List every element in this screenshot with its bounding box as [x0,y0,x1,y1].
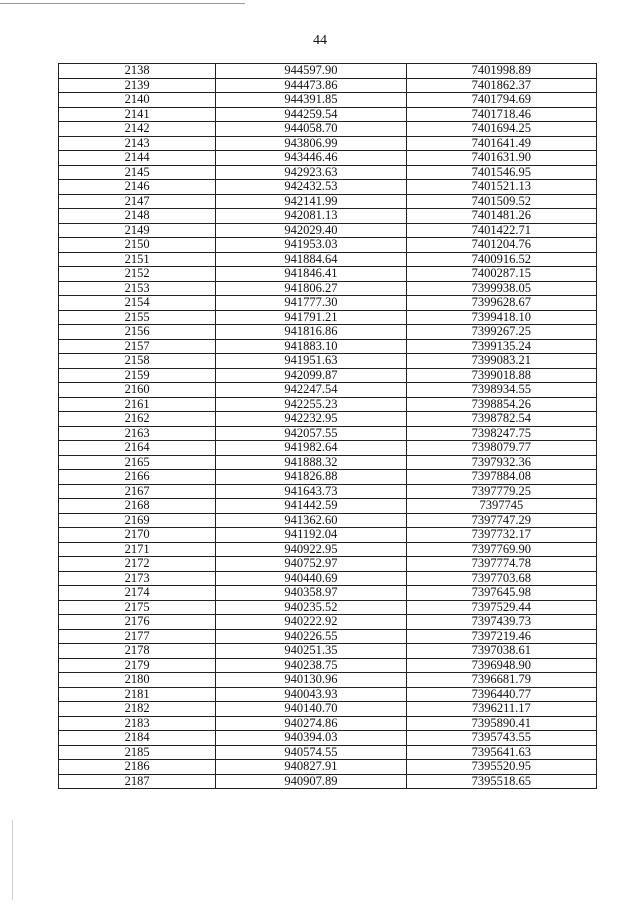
point-number-cell: 2147 [59,194,216,209]
x-coordinate-cell: 941884.64 [216,252,406,267]
point-number-cell: 2148 [59,209,216,224]
table-row [59,93,597,108]
table-row [59,426,597,441]
point-number-cell: 2150 [59,238,216,253]
table-row [59,325,597,340]
table-row [59,658,597,673]
y-coordinate-cell: 7396948.90 [406,658,596,673]
point-number-cell: 2181 [59,687,216,702]
x-coordinate-cell: 940274.86 [216,716,406,731]
x-coordinate-cell: 943446.46 [216,151,406,166]
x-coordinate-cell: 940226.55 [216,629,406,644]
point-number-cell: 2173 [59,571,216,586]
x-coordinate-cell: 940235.52 [216,600,406,615]
table-row [59,180,597,195]
point-number-cell: 2169 [59,513,216,528]
y-coordinate-cell: 7401521.13 [406,180,596,195]
y-coordinate-cell: 7401204.76 [406,238,596,253]
y-coordinate-cell: 7400916.52 [406,252,596,267]
table-row [59,455,597,470]
table-row [59,339,597,354]
point-number-cell: 2158 [59,354,216,369]
y-coordinate-cell: 7399418.10 [406,310,596,325]
y-coordinate-cell: 7397747.29 [406,513,596,528]
x-coordinate-cell: 944473.86 [216,78,406,93]
point-number-cell: 2166 [59,470,216,485]
y-coordinate-cell: 7397703.68 [406,571,596,586]
table-row [59,644,597,659]
table-row [59,136,597,151]
table-row [59,107,597,122]
x-coordinate-cell: 941883.10 [216,339,406,354]
point-number-cell: 2177 [59,629,216,644]
x-coordinate-cell: 942099.87 [216,368,406,383]
x-coordinate-cell: 941643.73 [216,484,406,499]
y-coordinate-cell: 7399135.24 [406,339,596,354]
x-coordinate-cell: 941846.41 [216,267,406,282]
x-coordinate-cell: 944391.85 [216,93,406,108]
point-number-cell: 2143 [59,136,216,151]
table-row [59,122,597,137]
table-row [59,281,597,296]
point-number-cell: 2161 [59,397,216,412]
top-rule [0,3,245,4]
point-number-cell: 2168 [59,499,216,514]
x-coordinate-cell: 942232.95 [216,412,406,427]
table-row [59,760,597,775]
x-coordinate-cell: 940440.69 [216,571,406,586]
table-row [59,412,597,427]
x-coordinate-cell: 941953.03 [216,238,406,253]
y-coordinate-cell: 7397745 [406,499,596,514]
x-coordinate-cell: 942081.13 [216,209,406,224]
point-number-cell: 2174 [59,586,216,601]
point-number-cell: 2156 [59,325,216,340]
table-row [59,528,597,543]
table-row [59,499,597,514]
point-number-cell: 2145 [59,165,216,180]
table-row [59,542,597,557]
y-coordinate-cell: 7401694.25 [406,122,596,137]
point-number-cell: 2179 [59,658,216,673]
point-number-cell: 2159 [59,368,216,383]
point-number-cell: 2167 [59,484,216,499]
x-coordinate-cell: 940907.89 [216,774,406,789]
x-coordinate-cell: 940222.92 [216,615,406,630]
point-number-cell: 2144 [59,151,216,166]
coordinates-table-body [59,64,597,789]
table-row [59,441,597,456]
x-coordinate-cell: 940394.03 [216,731,406,746]
x-coordinate-cell: 942057.55 [216,426,406,441]
x-coordinate-cell: 942029.40 [216,223,406,238]
y-coordinate-cell: 7401631.90 [406,151,596,166]
x-coordinate-cell: 942141.99 [216,194,406,209]
y-coordinate-cell: 7401718.46 [406,107,596,122]
y-coordinate-cell: 7396440.77 [406,687,596,702]
point-number-cell: 2176 [59,615,216,630]
table-row [59,397,597,412]
point-number-cell: 2157 [59,339,216,354]
y-coordinate-cell: 7397038.61 [406,644,596,659]
y-coordinate-cell: 7401509.52 [406,194,596,209]
table-row [59,252,597,267]
y-coordinate-cell: 7399267.25 [406,325,596,340]
y-coordinate-cell: 7399083.21 [406,354,596,369]
y-coordinate-cell: 7397932.36 [406,455,596,470]
point-number-cell: 2142 [59,122,216,137]
x-coordinate-cell: 941362.60 [216,513,406,528]
x-coordinate-cell: 942432.53 [216,180,406,195]
table-row [59,383,597,398]
point-number-cell: 2183 [59,716,216,731]
table-row [59,615,597,630]
y-coordinate-cell: 7401998.89 [406,64,596,79]
table-row [59,354,597,369]
point-number-cell: 2171 [59,542,216,557]
point-number-cell: 2165 [59,455,216,470]
point-number-cell: 2170 [59,528,216,543]
x-coordinate-cell: 944259.54 [216,107,406,122]
table-row [59,238,597,253]
table-row [59,687,597,702]
point-number-cell: 2180 [59,673,216,688]
y-coordinate-cell: 7399018.88 [406,368,596,383]
point-number-cell: 2184 [59,731,216,746]
x-coordinate-cell: 940251.35 [216,644,406,659]
y-coordinate-cell: 7396211.17 [406,702,596,717]
x-coordinate-cell: 942255.23 [216,397,406,412]
table-row [59,484,597,499]
x-coordinate-cell: 941791.21 [216,310,406,325]
table-row [59,78,597,93]
point-number-cell: 2155 [59,310,216,325]
y-coordinate-cell: 7397774.78 [406,557,596,572]
table-row [59,731,597,746]
y-coordinate-cell: 7397769.90 [406,542,596,557]
y-coordinate-cell: 7398782.54 [406,412,596,427]
table-row [59,745,597,760]
table-row [59,209,597,224]
table-row [59,774,597,789]
x-coordinate-cell: 940238.75 [216,658,406,673]
point-number-cell: 2140 [59,93,216,108]
table-row [59,310,597,325]
point-number-cell: 2164 [59,441,216,456]
table-row [59,470,597,485]
table-row [59,165,597,180]
point-number-cell: 2146 [59,180,216,195]
x-coordinate-cell: 940043.93 [216,687,406,702]
point-number-cell: 2182 [59,702,216,717]
point-number-cell: 2172 [59,557,216,572]
x-coordinate-cell: 940922.95 [216,542,406,557]
y-coordinate-cell: 7395518.65 [406,774,596,789]
point-number-cell: 2152 [59,267,216,282]
point-number-cell: 2187 [59,774,216,789]
y-coordinate-cell: 7398854.26 [406,397,596,412]
x-coordinate-cell: 940140.70 [216,702,406,717]
x-coordinate-cell: 941816.86 [216,325,406,340]
table-row [59,716,597,731]
x-coordinate-cell: 940574.55 [216,745,406,760]
x-coordinate-cell: 941777.30 [216,296,406,311]
y-coordinate-cell: 7399628.67 [406,296,596,311]
point-number-cell: 2139 [59,78,216,93]
point-number-cell: 2153 [59,281,216,296]
page-number: 44 [313,33,327,48]
point-number-cell: 2175 [59,600,216,615]
table-row [59,586,597,601]
point-number-cell: 2151 [59,252,216,267]
table-row [59,296,597,311]
x-coordinate-cell: 941888.32 [216,455,406,470]
x-coordinate-cell: 944058.70 [216,122,406,137]
x-coordinate-cell: 943806.99 [216,136,406,151]
table-row [59,702,597,717]
table-row [59,513,597,528]
x-coordinate-cell: 941806.27 [216,281,406,296]
y-coordinate-cell: 7396681.79 [406,673,596,688]
point-number-cell: 2154 [59,296,216,311]
x-coordinate-cell: 941951.63 [216,354,406,369]
y-coordinate-cell: 7401641.49 [406,136,596,151]
table-row [59,673,597,688]
y-coordinate-cell: 7398079.77 [406,441,596,456]
x-coordinate-cell: 940827.91 [216,760,406,775]
y-coordinate-cell: 7397439.73 [406,615,596,630]
y-coordinate-cell: 7395743.55 [406,731,596,746]
table-row [59,571,597,586]
x-coordinate-cell: 941982.64 [216,441,406,456]
y-coordinate-cell: 7397732.17 [406,528,596,543]
y-coordinate-cell: 7395520.95 [406,760,596,775]
table-row [59,223,597,238]
y-coordinate-cell: 7397529.44 [406,600,596,615]
coordinates-table [58,63,597,789]
x-coordinate-cell: 941442.59 [216,499,406,514]
point-number-cell: 2138 [59,64,216,79]
y-coordinate-cell: 7401862.37 [406,78,596,93]
y-coordinate-cell: 7397884.08 [406,470,596,485]
y-coordinate-cell: 7401481.26 [406,209,596,224]
table-row [59,194,597,209]
point-number-cell: 2186 [59,760,216,775]
x-coordinate-cell: 942247.54 [216,383,406,398]
table-row [59,151,597,166]
y-coordinate-cell: 7398247.75 [406,426,596,441]
x-coordinate-cell: 941826.88 [216,470,406,485]
edge-mark [12,820,13,900]
point-number-cell: 2163 [59,426,216,441]
y-coordinate-cell: 7400287.15 [406,267,596,282]
y-coordinate-cell: 7401794.69 [406,93,596,108]
y-coordinate-cell: 7395641.63 [406,745,596,760]
point-number-cell: 2160 [59,383,216,398]
y-coordinate-cell: 7401422.71 [406,223,596,238]
y-coordinate-cell: 7397645.98 [406,586,596,601]
table-row [59,267,597,282]
x-coordinate-cell: 940752.97 [216,557,406,572]
point-number-cell: 2162 [59,412,216,427]
table-row [59,629,597,644]
table-row [59,600,597,615]
x-coordinate-cell: 940358.97 [216,586,406,601]
y-coordinate-cell: 7397779.25 [406,484,596,499]
x-coordinate-cell: 941192.04 [216,528,406,543]
point-number-cell: 2149 [59,223,216,238]
point-number-cell: 2178 [59,644,216,659]
x-coordinate-cell: 944597.90 [216,64,406,79]
x-coordinate-cell: 942923.63 [216,165,406,180]
y-coordinate-cell: 7397219.46 [406,629,596,644]
y-coordinate-cell: 7401546.95 [406,165,596,180]
table-row [59,64,597,79]
y-coordinate-cell: 7399938.05 [406,281,596,296]
y-coordinate-cell: 7398934.55 [406,383,596,398]
x-coordinate-cell: 940130.96 [216,673,406,688]
point-number-cell: 2141 [59,107,216,122]
table-row [59,368,597,383]
table-row [59,557,597,572]
point-number-cell: 2185 [59,745,216,760]
y-coordinate-cell: 7395890.41 [406,716,596,731]
